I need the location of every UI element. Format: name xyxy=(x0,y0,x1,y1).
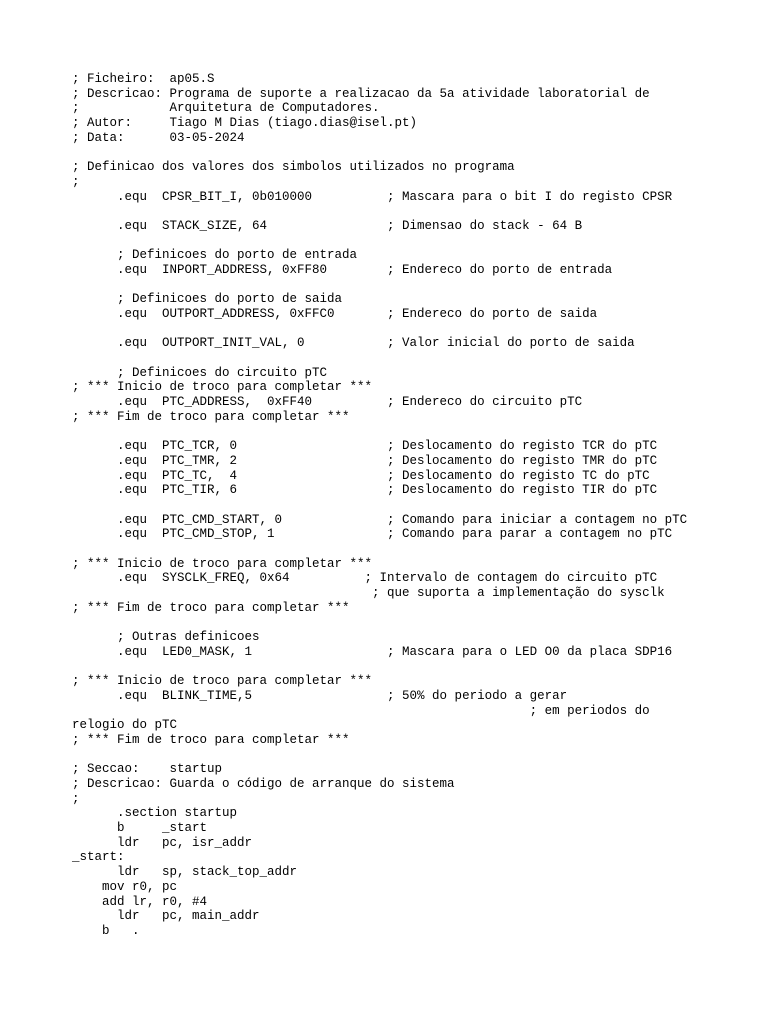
code-line: add lr, r0, #4 xyxy=(72,894,208,909)
code-line: .equ PTC_TC, 4 ; Deslocamento do registo TC do pTC xyxy=(72,468,650,483)
code-line xyxy=(72,498,687,513)
code-line: .equ PTC_CMD_STOP, 1 ; Comando para parar a contagem no pTC xyxy=(72,527,673,542)
code-line: ; Definicoes do porto de saida xyxy=(72,292,343,307)
code-line: .equ INPORT_ADDRESS, 0xFF80 ; Endereco do porto de entrada xyxy=(72,262,613,277)
code-line: _start: xyxy=(72,850,125,865)
code-line: ; em periodos do xyxy=(72,703,650,718)
code-line xyxy=(72,278,687,293)
code-line: .equ BLINK_TIME,5 ; 50% do periodo a gerar xyxy=(72,688,568,703)
code-line: ; Descricao: Guarda o código de arranque do sistema xyxy=(72,777,455,791)
code-line: .equ SYSCLK_FREQ, 0x64 ; Intervalo de contagem do circuito pTC xyxy=(72,571,658,586)
code-line: ; Seccao: startup xyxy=(72,762,223,777)
code-line: ; Ficheiro: ap05.S xyxy=(72,72,215,86)
code-line: .equ OUTPORT_ADDRESS, 0xFFC0 ; Endereco do porto de saida xyxy=(72,307,598,321)
code-line xyxy=(72,322,687,337)
code-line: ; *** Fim de troco para completar *** xyxy=(72,409,350,424)
code-line: .equ STACK_SIZE, 64 ; Dimensao do stack - 64 B xyxy=(72,218,583,233)
code-line: relogio do pTC xyxy=(72,718,178,733)
code-line: .equ PTC_TMR, 2 ; Deslocamento do registo TMR do pTC xyxy=(72,453,658,468)
code-line: ; Autor: Tiago M Dias (tiago.dias@isel.pt) xyxy=(72,116,418,131)
code-line xyxy=(72,204,687,219)
code-line: ; xyxy=(72,791,80,806)
code-line: .equ PTC_TIR, 6 ; Deslocamento do registo TIR do pTC xyxy=(72,483,658,498)
code-line xyxy=(72,234,687,249)
code-line: .equ PTC_CMD_START, 0 ; Comando para iniciar a contagem no pTC xyxy=(72,512,688,527)
code-line: ; *** Inicio de troco para completar *** xyxy=(72,674,373,689)
code-line: .equ LED0_MASK, 1 ; Mascara para o LED O0 da placa SDP16 xyxy=(72,644,673,659)
code-line: ; xyxy=(72,174,80,189)
code-line: .equ CPSR_BIT_I, 0b010000 ; Mascara para o bit I do registo CPSR xyxy=(72,189,673,204)
code-line: ; Definicoes do circuito pTC xyxy=(72,365,328,380)
code-line xyxy=(72,145,687,160)
code-line: ; Definicao dos valores dos simbolos utilizados no programa xyxy=(72,160,515,175)
code-line: ; Descricao: Programa de suporte a realizacao da 5a atividade laboratorial de xyxy=(72,86,650,101)
code-line: mov r0, pc xyxy=(72,879,178,894)
code-line: b . xyxy=(72,923,140,938)
code-line xyxy=(72,615,687,630)
code-line: ldr sp, stack_top_addr xyxy=(72,865,298,880)
code-line: ; *** Inicio de troco para completar *** xyxy=(72,380,373,395)
code-line: ; Data: 03-05-2024 xyxy=(72,130,245,145)
code-line: ; Outras definicoes xyxy=(72,630,260,645)
code-line xyxy=(72,425,687,440)
code-line: ; *** Fim de troco para completar *** xyxy=(72,600,350,615)
code-line xyxy=(72,660,687,675)
code-line: .equ PTC_ADDRESS, 0xFF40 ; Endereco do circuito pTC xyxy=(72,395,583,410)
code-line: ldr pc, isr_addr xyxy=(72,835,253,850)
code-line: .equ OUTPORT_INIT_VAL, 0 ; Valor inicial do porto de saida xyxy=(72,336,635,351)
code-line xyxy=(72,748,687,763)
source-code-listing xyxy=(72,72,687,939)
code-line: ; *** Fim de troco para completar *** xyxy=(72,732,350,747)
code-line: .section startup xyxy=(72,806,238,821)
code-line: .equ PTC_TCR, 0 ; Deslocamento do registo TCR do pTC xyxy=(72,439,658,454)
code-line: ; *** Inicio de troco para completar *** xyxy=(72,556,373,571)
code-line xyxy=(72,351,687,366)
code-line: b _start xyxy=(72,821,208,836)
code-line xyxy=(72,542,687,557)
code-line: ; que suporta a implementação do sysclk xyxy=(72,586,665,601)
code-line: ; Definicoes do porto de entrada xyxy=(72,248,358,263)
code-line: ; Arquitetura de Computadores. xyxy=(72,101,380,116)
code-line: ldr pc, main_addr xyxy=(72,909,260,924)
